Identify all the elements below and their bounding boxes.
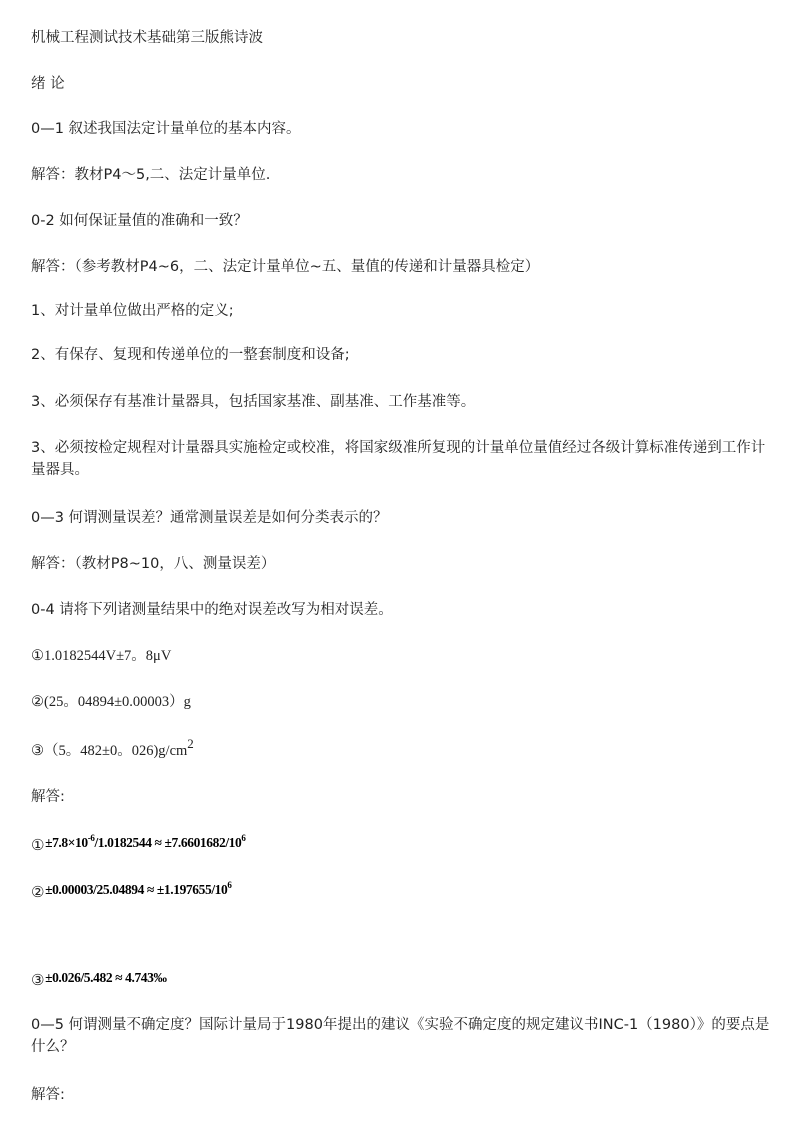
measurement-item-text: ③（5。482±0。026)g/cm	[31, 743, 188, 759]
formula-text: ±0.00003/25.04894 ≈ ±1.197655/10	[45, 882, 228, 897]
document-title: 机械工程测试技术基础第三版熊诗波	[31, 30, 263, 46]
measurement-item: ①1.0182544V±7。8μV	[31, 648, 172, 664]
answer-0-5-label: 解答:	[31, 1087, 65, 1103]
item-marker: ③	[31, 971, 45, 989]
section-heading: 绪 论	[31, 76, 65, 92]
measurement-item	[31, 736, 194, 762]
answer-0-2-item: 2、有保存、复现和传递单位的一整套制度和设备;	[31, 347, 350, 363]
formula-text: ±7.8×10	[45, 835, 88, 850]
formula-exponent: -6	[87, 833, 95, 843]
formula-text: /1.0182544 ≈ ±7.6601682/10	[94, 835, 242, 850]
superscript: 2	[187, 736, 194, 751]
item-marker: ①	[31, 836, 45, 854]
measurement-item: ②(25。04894±0.00003）g	[31, 694, 191, 710]
item-marker: ②	[31, 883, 45, 901]
formula-text: ±0.026/5.482 ≈ 4.743‰	[45, 970, 167, 985]
question-0-2: 0-2 如何保证量值的准确和一致？	[31, 213, 248, 229]
answer-0-2-item: 3、必须按检定规程对计量器具实施检定或校准，将国家级准所复现的计量单位量值经过各级计算标准传递到工作计量器具。	[31, 440, 766, 478]
answer-formula	[31, 878, 231, 901]
question-0-4: 0-4 请将下列诸测量结果中的绝对误差改写为相对误差。	[31, 602, 393, 618]
formula-exponent: 6	[227, 880, 232, 890]
question-0-3: 0—3 何谓测量误差？通常测量误差是如何分类表示的？	[31, 510, 388, 526]
question-0-1: 0—1 叙述我国法定计量单位的基本内容。	[31, 121, 301, 137]
answer-0-1: 解答：教材P4～5,二、法定计量单位.	[31, 167, 271, 183]
answer-0-2-item: 1、对计量单位做出严格的定义;	[31, 303, 234, 319]
answer-0-2-item: 3、必须保存有基准计量器具，包括国家基准、副基准、工作基准等。	[31, 394, 476, 410]
answer-0-4-label: 解答:	[31, 789, 65, 805]
answer-formula	[31, 966, 167, 989]
question-0-5: 0—5 何谓测量不确定度？国际计量局于1980年提出的建议《实验不确定度的规定建议书INC-1（1980）》的要点是什么？	[31, 1017, 770, 1055]
answer-0-2: 解答：（参考教材P4~6，二、法定计量单位~五、量值的传递和计量器具检定）	[31, 259, 540, 275]
answer-0-3: 解答：（教材P8~10，八、测量误差）	[31, 556, 276, 572]
formula-exponent: 6	[241, 833, 246, 843]
answer-formula	[31, 831, 245, 854]
